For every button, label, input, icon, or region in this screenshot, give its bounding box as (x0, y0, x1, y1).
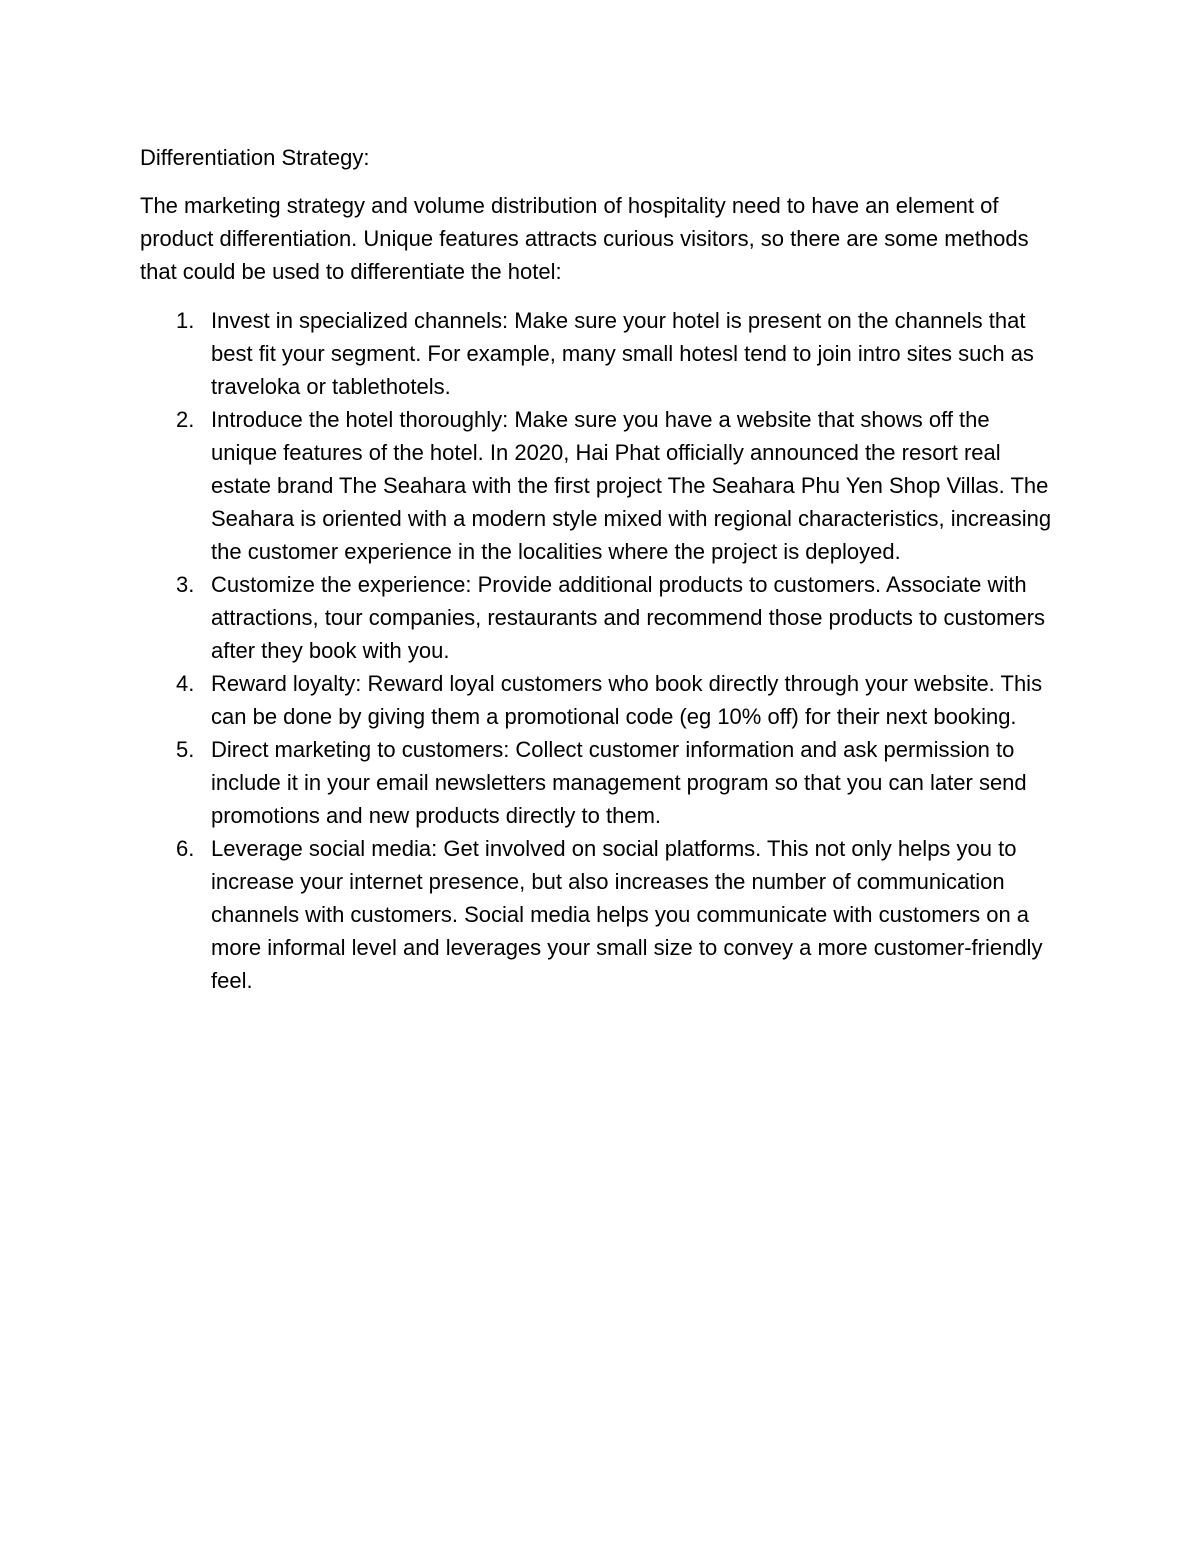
list-item-invest-channels: Invest in specialized channels: Make sure your hotel is present on the channels that best fit your segment. For example, many small hotesl tend to join intro sites such as traveloka or tablethotels. (211, 308, 1034, 399)
list-item-customize-experience: Customize the experience: Provide additional products to customers. Associate with attractions, tour companies, restaurants and recommend those products to customers after they book with you. (211, 572, 1045, 663)
document-heading: Differentiation Strategy: (140, 145, 370, 170)
list-item-direct-marketing: Direct marketing to customers: Collect customer information and ask permission to include it in your email newsletters management program so that you can later send promotions and new products directly to them. (211, 737, 1027, 828)
list-item-introduce-hotel: Introduce the hotel thoroughly: Make sure you have a website that shows off the unique features of the hotel. In 2020, Hai Phat officially announced the resort real estate brand The Seahara with the first project The Seahara Phu Yen Shop Villas. The Seahara is oriented with a modern style mixed with regional characteristics, increasing the customer experience in the localities where the project is deployed. (211, 407, 1052, 564)
list-item-reward-loyalty: Reward loyalty: Reward loyal customers who book directly through your website. This can be done by giving them a promotional code (eg 10% off) for their next booking. (211, 671, 1043, 729)
list-item-leverage-social-media: Leverage social media: Get involved on social platforms. This not only helps you to increase your internet presence, but also increases the number of communication channels with customers. Social media helps you communicate with customers on a more informal level and leverages your small size to convey a more customer-friendly feel. (211, 836, 1043, 993)
strategy-list (140, 304, 1060, 997)
intro-paragraph: The marketing strategy and volume distribution of hospitality need to have an element of product differentiation. Unique features attracts curious visitors, so there are some methods that could be used to differentiate the hotel: (140, 193, 1029, 284)
